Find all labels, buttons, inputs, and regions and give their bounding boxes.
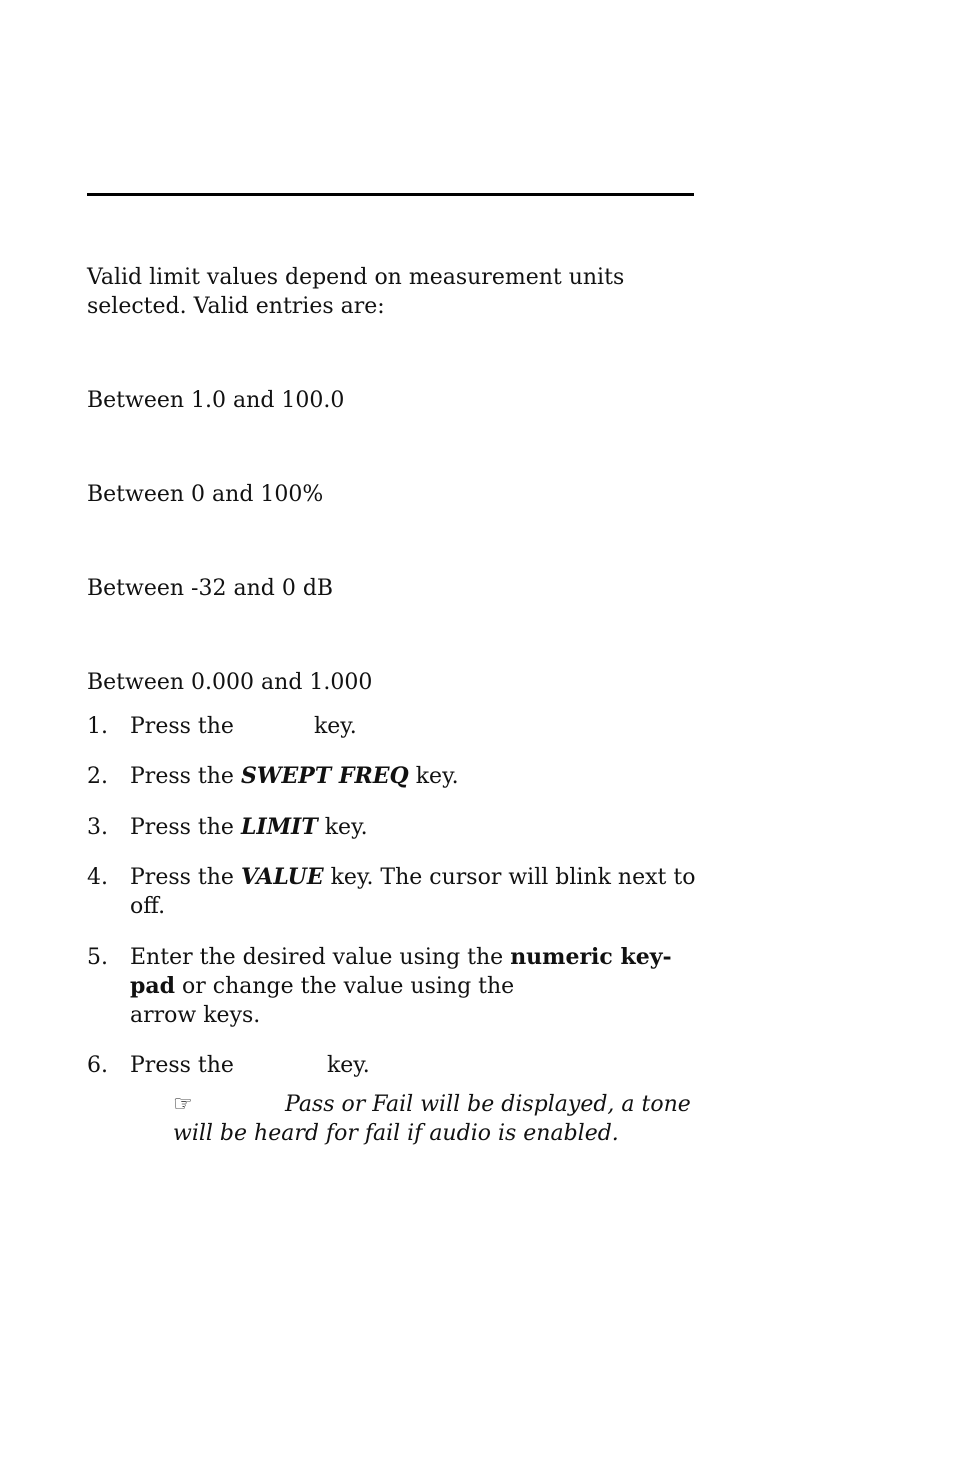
- step-text: Press the: [130, 714, 234, 739]
- key-name: VALUE: [240, 864, 324, 890]
- range-2: Between 0 and 100%: [87, 482, 324, 507]
- step-3: [87, 813, 697, 842]
- step-text: Press the: [130, 1053, 234, 1078]
- intro-line-2: selected. Valid entries are:: [87, 294, 385, 319]
- step-number: 6.: [87, 1053, 108, 1078]
- step-1: [87, 712, 697, 741]
- step-number: 3.: [87, 815, 108, 840]
- range-4: Between 0.000 and 1.000: [87, 670, 373, 695]
- step-text-end: key. The cursor will blink next to off.: [130, 865, 696, 919]
- step-text-end: key.: [317, 815, 368, 840]
- note-line-2: will be heard for fail if audio is enabled.: [173, 1121, 619, 1146]
- intro-paragraph: [87, 263, 624, 321]
- pointing-hand-icon: ☞: [173, 1092, 193, 1117]
- step-text-end: arrow keys.: [130, 1003, 261, 1028]
- keypad-term: numeric key-pad: [130, 944, 672, 999]
- range-3: Between -32 and 0 dB: [87, 576, 334, 601]
- step-5: [87, 943, 697, 1030]
- step-text-end: key.: [326, 1053, 370, 1078]
- step-4: [87, 863, 697, 921]
- step-text-mid: or change the value using the: [175, 974, 515, 999]
- key-name: LIMIT: [240, 814, 318, 840]
- step-text: Press the: [130, 865, 241, 890]
- key-name: SWEPT FREQ: [240, 763, 409, 789]
- intro-line-1: Valid limit values depend on measurement units: [87, 265, 625, 290]
- step-number: 1.: [87, 714, 108, 739]
- step-text-end: key.: [408, 764, 459, 789]
- note: [173, 1090, 703, 1148]
- step-text: Press the: [130, 815, 241, 840]
- note-line-1: Pass or Fail will be displayed, a tone: [285, 1092, 691, 1117]
- step-number: 4.: [87, 865, 108, 890]
- step-2: [87, 762, 697, 791]
- step-6: [87, 1051, 697, 1080]
- step-text-end: key.: [313, 714, 357, 739]
- range-1: Between 1.0 and 100.0: [87, 388, 345, 413]
- step-text: Press the: [130, 764, 241, 789]
- section-rule: [87, 193, 694, 196]
- step-number: 5.: [87, 945, 108, 970]
- step-text: Enter the desired value using the: [130, 945, 511, 970]
- step-number: 2.: [87, 764, 108, 789]
